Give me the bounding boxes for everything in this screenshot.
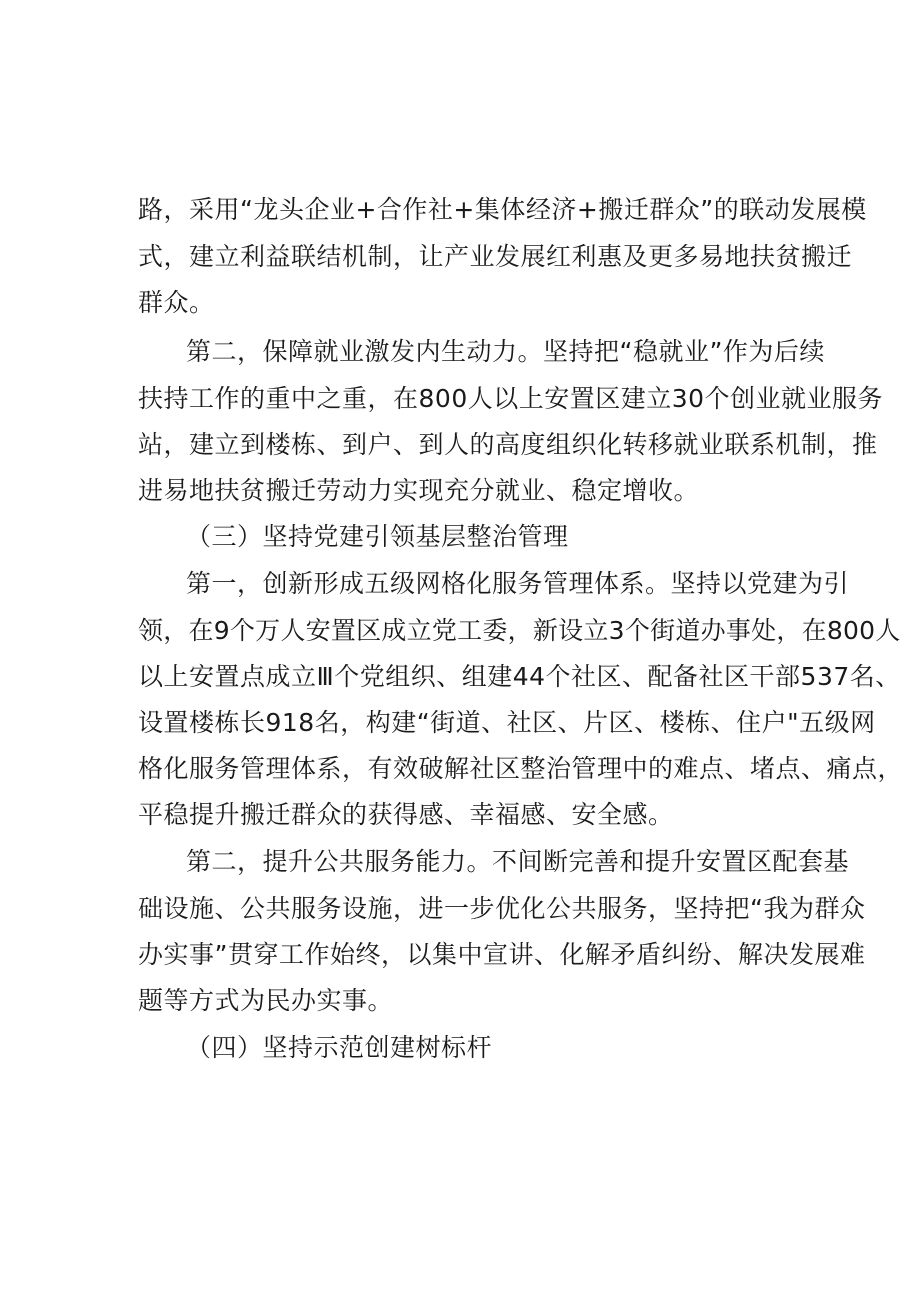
paragraph-1-line-1: 路，采用“龙头企业+合作社+集体经济+搬迁群众”的联动发展模 [138, 195, 867, 224]
paragraph-2-line-1: 第二，保障就业激发内生动力。坚持把“稳就业”作为后续 [186, 337, 825, 366]
paragraph-3-line-1: 第一，创新形成五级网格化服务管理体系。坚持以党建为引 [186, 569, 850, 598]
paragraph-3-line-4: 设置楼栋长918名，构建“街道、社区、片区、楼栋、住户"五级网 [138, 708, 876, 737]
paragraph-4-line-2: 础设施、公共服务设施，进一步优化公共服务，坚持把“我为群众 [138, 894, 866, 923]
paragraph-4-line-4: 题等方式为民办实事。 [138, 986, 394, 1015]
paragraph-4-line-3: 办实事”贯穿工作始终，以集中宣讲、化解矛盾纠纷、解决发展难 [138, 940, 866, 969]
paragraph-2-line-3: 站，建立到楼栋、到户、到人的高度组织化转移就业联系机制，推 [138, 430, 878, 459]
paragraph-3-line-2: 领，在9个万人安置区成立党工委，新设立3个街道办事处，在800人 [138, 616, 901, 645]
paragraph-1-line-2: 式，建立利益联结机制，让产业发展红利惠及更多易地扶贫搬迁 [138, 242, 853, 271]
paragraph-2-line-2: 扶持工作的重中之重，在800人以上安置区建立30个创业就业服务 [138, 384, 884, 413]
section-heading-4: （四）坚持示范创建树标杆 [186, 1033, 493, 1062]
paragraph-2-line-4: 进易地扶贫搬迁劳动力实现充分就业、稳定增收。 [138, 476, 700, 505]
paragraph-4-line-1: 第二，提升公共服务能力。不间断完善和提升安置区配套基 [186, 847, 850, 876]
paragraph-1-line-3: 群众。 [138, 288, 215, 317]
paragraph-3-line-6: 平稳提升搬迁群众的获得感、幸福感、安全感。 [138, 800, 674, 829]
section-heading-3: （三）坚持党建引领基层整治管理 [186, 522, 569, 551]
paragraph-3-line-5: 格化服务管理体系，有效破解社区整治管理中的难点、堵点、痛点， [138, 754, 904, 783]
paragraph-3-line-3: 以上安置点成立Ⅲ个党组织、组建44个社区、配备社区干部537名、 [138, 662, 901, 691]
